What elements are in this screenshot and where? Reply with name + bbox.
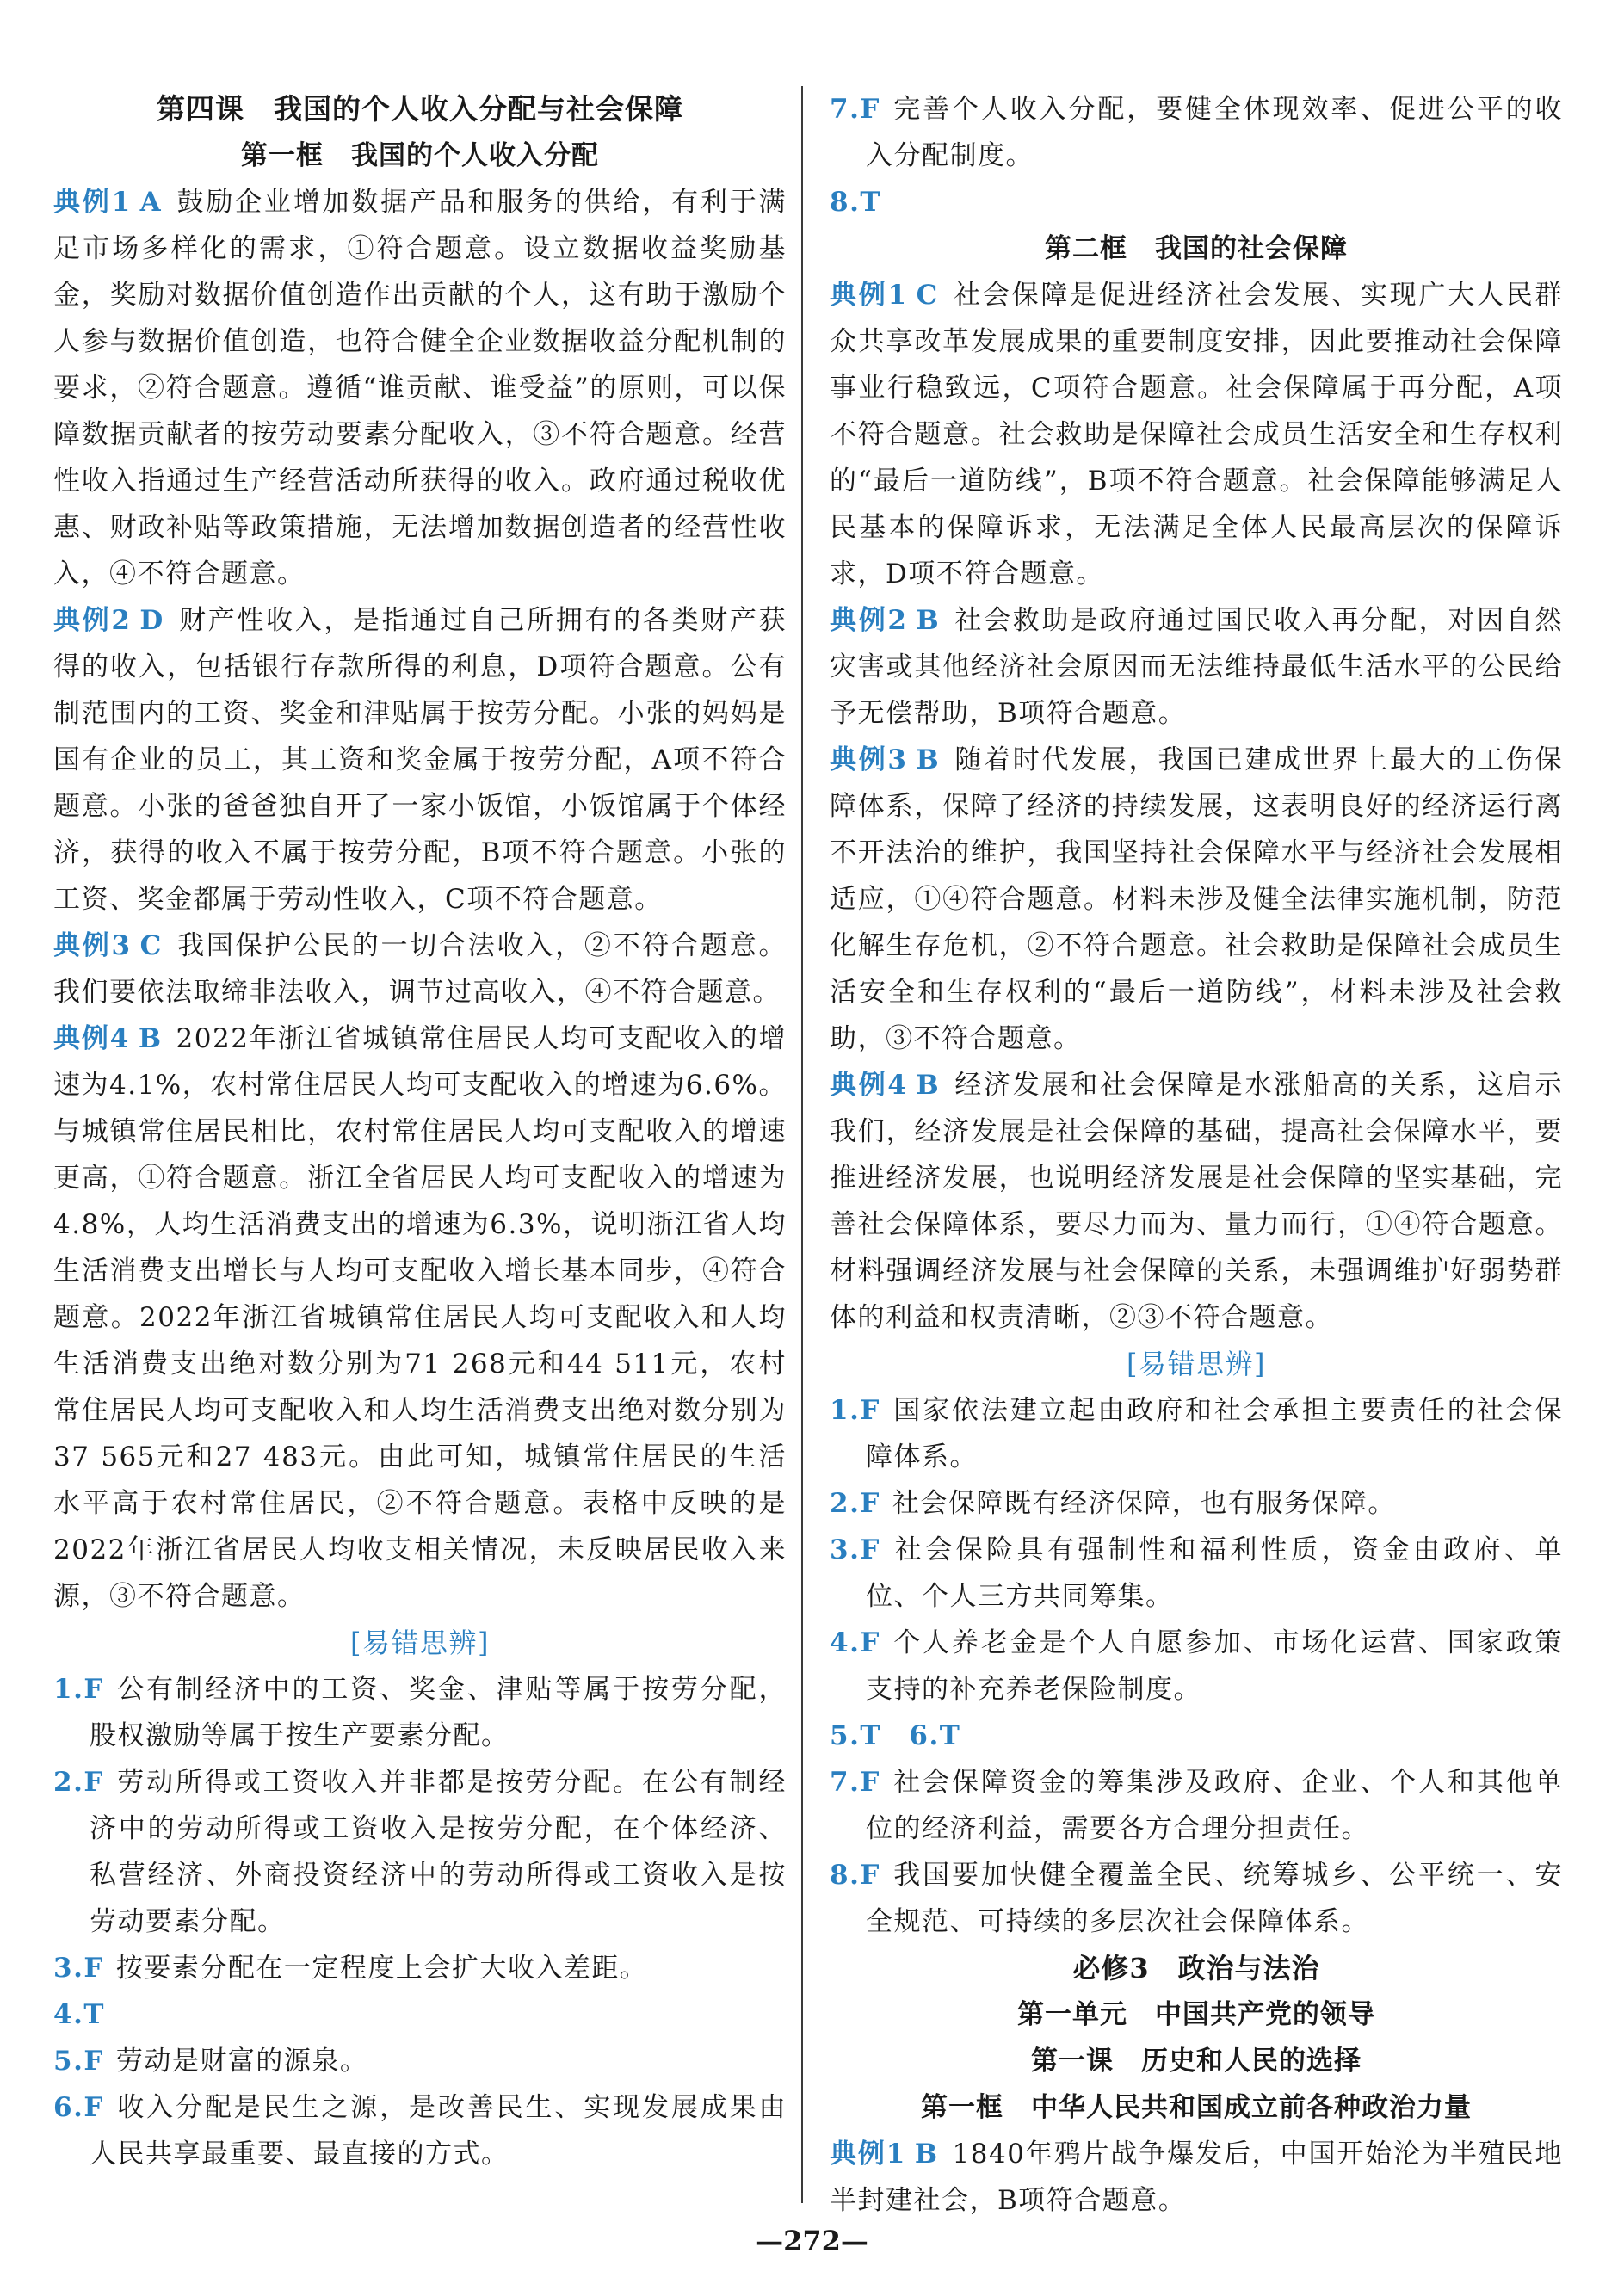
error-item <box>830 86 1563 179</box>
example-tag: 典例1 <box>830 2139 906 2170</box>
item-text: 劳动是财富的源泉。 <box>115 2046 368 2077</box>
item-number: 3.F <box>830 1534 880 1565</box>
item-text: 按要素分配在一定程度上会扩大收入差距。 <box>115 1953 648 1984</box>
right-column <box>830 86 1563 2224</box>
example-paragraph <box>830 597 1563 737</box>
example-paragraph <box>830 272 1563 597</box>
error-item <box>830 1759 1563 1852</box>
item-text: 收入分配是民生之源，是改善民生、实现发展成果由人民共享最重要、最直接的方式。 <box>90 2092 787 2170</box>
example-tag: 典例4 <box>53 1023 130 1054</box>
example-text: 随着时代发展，我国已建成世界上最大的工伤保障体系，保障了经济的持续发展，这表明良好的经济运行离不开法治的维护，我国坚持社会保障水平与经济社会发展相适应，①④符合题意。材料未涉及健全法律实施机制，防范化解生存危机，②不符合题意。社会救助是保障社会成员生活安全和生存权利的“最后一道防线”，材料未涉及社会救助，③不符合题意。 <box>830 744 1563 1054</box>
example-tag: 典例1 <box>53 187 132 218</box>
example-tag: 典例2 <box>830 605 908 636</box>
lesson-title: 第四课 我国的个人收入分配与社会保障 <box>157 92 683 126</box>
frame-title: 第一框 我国的个人收入分配 <box>241 140 599 171</box>
example-text: 经济发展和社会保障是水涨船高的关系，这启示我们，经济发展是社会保障的基础，提高社会保障水平，要推进经济发展，也说明经济发展是社会保障的坚实基础，完善社会保障体系，要尽力而为、量力而行，①④符合题意。材料强调经济发展与社会保障的关系，未强调维护好弱势群体的利益和权责清晰，②③不符合题意。 <box>830 1070 1563 1333</box>
example-text: 我国保护公民的一切合法收入，②不符合题意。我们要依法取缔非法收入，调节过高收入，④不符合题意。 <box>53 930 787 1008</box>
error-item <box>830 1852 1563 1945</box>
example-answer: B <box>916 1070 941 1101</box>
example-answer: D <box>139 605 164 636</box>
item-text: 我国要加快健全覆盖全民、统筹城乡、公平统一、安全规范、可持续的多层次社会保障体系。 <box>866 1860 1563 1937</box>
example-answer: B <box>914 2139 939 2170</box>
example-answer: A <box>139 187 163 218</box>
example-text: 鼓励企业增加数据产品和服务的供给，有利于满足市场多样化的需求，①符合题意。设立数据收益奖励基金，奖励对数据价值创造作出贡献的个人，这有助于激励个人参与数据价值创造，也符合健全企业数据收益分配机制的要求，②符合题意。遵循“谁贡献、谁受益”的原则，可以保障数据贡献者的按劳动要素分配收入，③不符合题意。经营性收入指通过生产经营活动所获得的收入。政府通过税收优惠、财政补贴等政策措施，无法增加数据创造者的经营性收入，④不符合题意。 <box>53 187 787 590</box>
error-item <box>53 1945 787 1991</box>
example-text: 财产性收入，是指通过自己所拥有的各类财产获得的收入，包括银行存款所得的利息，D项符合题意。公有制范围内的工资、奖金和津贴属于按劳分配。小张的妈妈是国有企业的员工，其工资和奖金属于按劳分配，A项不符合题意。小张的爸爸独自开了一家小饭馆，小饭馆属于个体经济，获得的收入不属于按劳分配，B项不符合题意。小张的工资、奖金都属于劳动性收入，C项不符合题意。 <box>53 605 787 915</box>
error-item <box>830 1480 1563 1527</box>
frame-title: 第二框 我国的社会保障 <box>1045 233 1348 264</box>
example-text: 2022年浙江省城镇常住居民人均可支配收入的增速为4.1%，农村常住居民人均可支配收入的增速为6.6%。与城镇常住居民相比，农村常住居民人均可支配收入的增速更高，①符合题意。浙江全省居民人均可支配收入的增速为4.8%，人均生活消费支出的增速为6.3%，说明浙江省人均生活消费支出增长与人均可支配收入增长基本同步，④符合题意。2022年浙江省城镇常住居民人均可支配收入和人均生活消费支出绝对数分别为71 268元和44 511元，农村常住居民人均可支配收入和人均生活消费支出绝对数分别为37 565元和27 483元。由此可知，城镇常住居民的生活水平高于农村常住居民，②不符合题意。表格中反映的是2022年浙江省居民人均收支相关情况，未反映居民收入来源，③不符合题意。 <box>53 1023 787 1612</box>
error-item <box>53 1759 787 1945</box>
error-section-heading: [易错思辨] <box>1127 1348 1266 1380</box>
example-tag: 典例4 <box>830 1070 908 1101</box>
unit-title: 第一单元 中国共产党的领导 <box>1017 1999 1375 2030</box>
example-answer: B <box>138 1023 163 1054</box>
error-item <box>53 2084 787 2177</box>
example-answer: C <box>139 930 163 961</box>
example-answer: C <box>916 280 939 311</box>
item-text: 完善个人收入分配，要健全体现效率、促进公平的收入分配制度。 <box>866 94 1563 171</box>
example-paragraph <box>53 179 787 597</box>
item-number: 2.F <box>53 1767 104 1798</box>
example-text: 社会救助是政府通过国民收入再分配，对因自然灾害或其他经济社会原因而无法维持最低生活水平的公民给予无偿帮助，B项符合题意。 <box>830 605 1563 729</box>
example-tag: 典例3 <box>53 930 132 961</box>
item-number: 5.F <box>53 2046 104 2077</box>
item-text: 社会保障既有经济保障，也有服务保障。 <box>892 1488 1396 1519</box>
item-number: 4.T <box>53 1999 105 2030</box>
item-number: 5.T 6.T <box>830 1720 961 1751</box>
item-number: 3.F <box>53 1953 104 1984</box>
example-paragraph <box>53 923 787 1015</box>
item-number: 4.F <box>830 1627 880 1658</box>
example-paragraph <box>830 737 1563 1062</box>
item-number: 1.F <box>53 1674 104 1705</box>
example-tag: 典例1 <box>830 280 908 311</box>
error-item <box>830 1387 1563 1480</box>
error-item <box>830 179 1563 225</box>
item-number: 7.F <box>830 1767 880 1798</box>
example-paragraph <box>830 2131 1563 2224</box>
error-item <box>53 1666 787 1759</box>
example-paragraph <box>53 1015 787 1620</box>
item-number: 1.F <box>830 1395 880 1426</box>
column-divider <box>801 86 803 2203</box>
error-item <box>53 2038 787 2084</box>
example-tag: 典例3 <box>830 744 908 775</box>
example-answer: B <box>916 744 941 775</box>
lesson-title: 第一课 历史和人民的选择 <box>1031 2046 1362 2077</box>
error-item <box>53 1991 787 2038</box>
item-number: 8.T <box>830 187 881 218</box>
item-number: 8.F <box>830 1860 880 1891</box>
item-number: 7.F <box>830 94 880 125</box>
item-text: 社会保障资金的筹集涉及政府、企业、个人和其他单位的经济利益，需要各方合理分担责任。 <box>866 1767 1563 1844</box>
error-section-heading: [易错思辨] <box>350 1627 490 1659</box>
item-text: 社会保险具有强制性和福利性质，资金由政府、单位、个人三方共同筹集。 <box>866 1534 1563 1612</box>
item-number: 6.F <box>53 2092 104 2123</box>
frame-title: 第一框 中华人民共和国成立前各种政治力量 <box>921 2092 1472 2123</box>
example-text: 社会保障是促进经济社会发展、实现广大人民群众共享改革发展成果的重要制度安排，因此要推动社会保障事业行稳致远，C项符合题意。社会保障属于再分配，A项不符合题意。社会救助是保障社会成员生活安全和生存权利的“最后一道防线”，B项不符合题意。社会保障能够满足人民基本的保障诉求，无法满足全体人民最高层次的保障诉求，D项不符合题意。 <box>830 280 1564 590</box>
example-tag: 典例2 <box>53 605 132 636</box>
example-answer: B <box>916 605 941 636</box>
error-item <box>830 1527 1563 1620</box>
item-number: 2.F <box>830 1488 880 1519</box>
left-column <box>53 86 787 2177</box>
item-text: 个人养老金是个人自愿参加、市场化运营、国家政策支持的补充养老保险制度。 <box>866 1627 1563 1705</box>
error-item <box>830 1713 1563 1759</box>
page-number: —272— <box>756 2225 868 2257</box>
example-text: 1840年鸦片战争爆发后，中国开始沦为半殖民地半封建社会，B项符合题意。 <box>830 2139 1564 2216</box>
example-paragraph <box>830 1062 1563 1341</box>
book-title: 必修3 政治与法治 <box>1072 1952 1320 1985</box>
item-text: 国家依法建立起由政府和社会承担主要责任的社会保障体系。 <box>866 1395 1563 1472</box>
example-paragraph <box>53 597 787 923</box>
item-text: 公有制经济中的工资、奖金、津贴等属于按劳分配，股权激励等属于按生产要素分配。 <box>90 1674 787 1751</box>
error-item <box>830 1620 1563 1713</box>
item-text: 劳动所得或工资收入并非都是按劳分配。在公有制经济中的劳动所得或工资收入是按劳分配，在个体经济、私营经济、外商投资经济中的劳动所得或工资收入是按劳动要素分配。 <box>90 1767 787 1937</box>
